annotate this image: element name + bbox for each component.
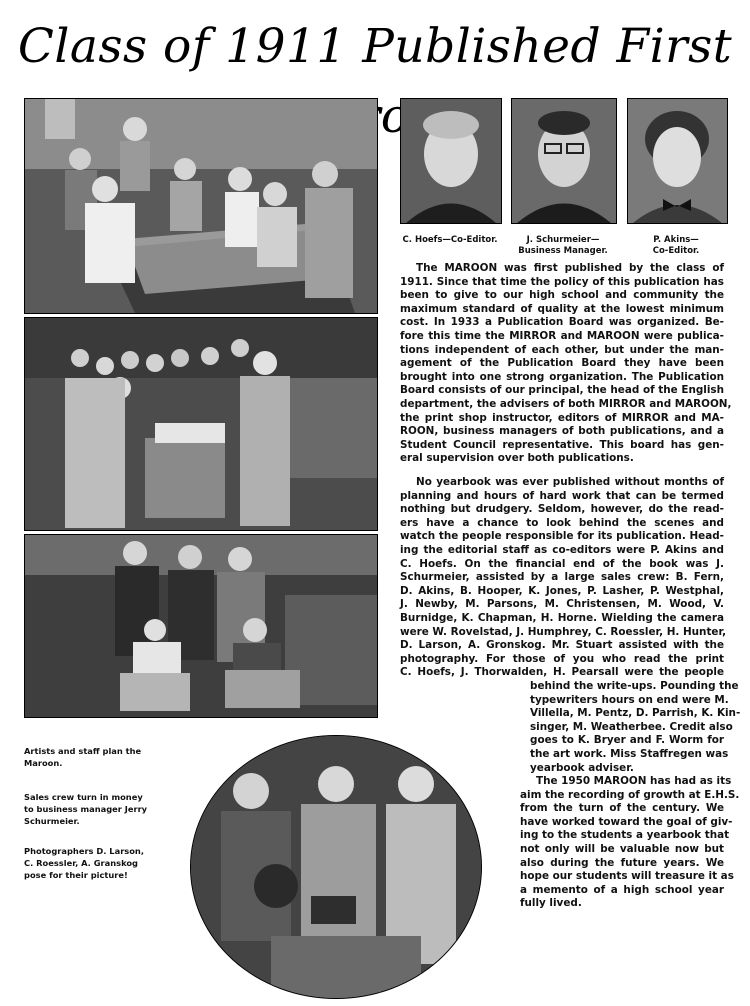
- caption-line: to business manager Jerry: [24, 804, 148, 814]
- text-line: Villella, M. Pentz, D. Parrish, K. Kin-: [530, 707, 741, 720]
- portrait-c-hoefs-image: [401, 99, 501, 223]
- photo-photographers-oval-image: [191, 736, 481, 998]
- text-line: department, the advisers of both MIRROR and MAROON,: [400, 397, 732, 410]
- text-line: ing to the students a yearbook that: [520, 829, 730, 842]
- caption-artists: [24, 745, 184, 769]
- text-line: the print shop instructor, editors of MIRROR and MA-: [400, 411, 724, 424]
- photo-artists-and-staff: [24, 98, 378, 314]
- photo-artists-and-staff-image: [25, 99, 377, 313]
- text-line: goes to K. Bryer and F. Worm for: [530, 734, 724, 747]
- text-line: tions independent of each other, but under the man-: [400, 343, 724, 356]
- caption-line: pose for their picture!: [24, 870, 128, 880]
- text-line: been to give to our high school and community the: [400, 289, 724, 302]
- caption-sales-crew: [24, 791, 184, 827]
- portrait-caption-c-hoefs: [388, 235, 512, 246]
- portrait-j-schurmeier-image: [512, 99, 616, 223]
- text-line: were W. Rovelstad, J. Humphrey, C. Roessler, H. Hunter,: [400, 625, 727, 638]
- text-line: hope our students will treasure it as: [520, 870, 734, 883]
- text-line: behind the write-ups. Pounding the: [530, 680, 739, 692]
- text-line: D. Larson, A. Gronskog. Mr. Stuart assisted with the: [400, 639, 724, 652]
- text-line: ers have a chance to look behind the scenes and: [400, 516, 724, 529]
- photo-sales-crew: [24, 317, 378, 531]
- portrait-caption-p-akins: [626, 235, 726, 257]
- portrait-c-hoefs: [400, 98, 502, 224]
- photo-sales-crew-image: [25, 318, 377, 530]
- caption-line: P. Akins—: [653, 235, 699, 245]
- text-line: D. Akins, B. Hooper, K. Jones, P. Lasher, P. Westphal,: [400, 584, 724, 597]
- text-line: The 1950 MAROON has had as its: [536, 775, 732, 787]
- text-line: singer, M. Weatherbee. Credit also: [530, 720, 733, 733]
- caption-line: Artists and staff plan the: [24, 746, 142, 756]
- text-line: Student Council representative. This board has gen-: [400, 438, 724, 451]
- text-line: typewriters hours on end were M.: [530, 693, 729, 706]
- text-line: ROON, business managers of both publications, and a: [400, 425, 724, 438]
- text-line: have worked toward the goal of giv-: [520, 815, 733, 828]
- text-line: Schurmeier, assisted by a large sales crew: B. Fern,: [400, 571, 724, 584]
- text-line: No yearbook was ever published without months of: [416, 476, 724, 488]
- caption-line: Business Manager.: [518, 246, 608, 256]
- text-line: brought into one strong organization. The Publication: [400, 370, 724, 383]
- text-line: a memento of a high school year: [520, 883, 724, 896]
- portrait-caption-j-schurmeier: [504, 235, 622, 257]
- caption-photographers: [24, 845, 184, 881]
- caption-line: C. Hoefs—Co-Editor.: [402, 235, 498, 245]
- text-line: C. Hoefs, J. Thorwalden, H. Pearsall were the people: [400, 666, 724, 679]
- portrait-j-schurmeier: [511, 98, 617, 224]
- text-line: fully lived.: [520, 897, 582, 910]
- text-line: from the turn of the century. We: [520, 802, 724, 815]
- text-line: maximum standard of quality at the lowest minimum: [400, 302, 724, 315]
- text-line: the art work. Miss Staffregen was: [530, 747, 729, 760]
- paragraph-1: [400, 262, 732, 466]
- text-line: 1911. Since that time the policy of this publication has: [400, 275, 724, 288]
- text-line: fore this time the MIRROR and MAROON were publica-: [400, 329, 724, 342]
- photo-typists: [24, 534, 378, 718]
- text-line: J. Newby, M. Parsons, M. Christensen, M. Wood, V.: [400, 598, 724, 611]
- text-line: nothing but drudgery. Seldom, however, do the read-: [400, 503, 724, 516]
- caption-line: Schurmeier.: [24, 816, 80, 826]
- photo-photographers-oval: [190, 735, 482, 999]
- text-line: cost. In 1933 a Publication Board was organized. Be-: [400, 316, 724, 329]
- portrait-p-akins: [627, 98, 728, 224]
- caption-line: Photographers D. Larson,: [24, 846, 144, 856]
- caption-line: Sales crew turn in money: [24, 792, 143, 802]
- caption-line: C. Roessler, A. Granskog: [24, 858, 139, 868]
- text-line: not only will be valuable now but: [520, 842, 724, 855]
- text-line: planning and hours of hard work that can be termed: [400, 489, 724, 502]
- text-line: yearbook adviser.: [530, 761, 634, 774]
- paragraph-2b: [530, 680, 741, 775]
- portrait-p-akins-image: [628, 99, 727, 223]
- caption-line: J. Schurmeier—: [526, 235, 600, 245]
- photo-typists-image: [25, 535, 377, 717]
- caption-line: Co-Editor.: [652, 246, 700, 256]
- text-line: photography. For those of you who read the print: [400, 652, 724, 665]
- text-line: ing the editorial staff as co-editors were P. Akins and: [400, 543, 724, 556]
- text-line: also during the future years. We: [520, 856, 724, 869]
- paragraph-3: [520, 775, 740, 911]
- text-line: aim the recording of growth at E.H.S.: [520, 788, 740, 801]
- paragraph-2a: [400, 476, 727, 680]
- text-line: C. Hoefs. On the financial end of the book was J.: [400, 557, 724, 570]
- text-line: Board consists of our principal, the head of the English: [400, 384, 724, 397]
- text-line: watch the people responsible for its publication. Head-: [400, 530, 724, 543]
- text-line: Burnidge, K. Chapman, H. Horne. Wielding the camera: [400, 611, 724, 624]
- caption-line: Maroon.: [24, 758, 63, 768]
- text-line: The MAROON was first published by the class of: [416, 262, 724, 274]
- text-line: eral supervision over both publications.: [400, 452, 634, 465]
- text-line: agement of the Publication Board they have been: [400, 357, 724, 370]
- page-title: Class of 1911 Published First: [17, 19, 733, 74]
